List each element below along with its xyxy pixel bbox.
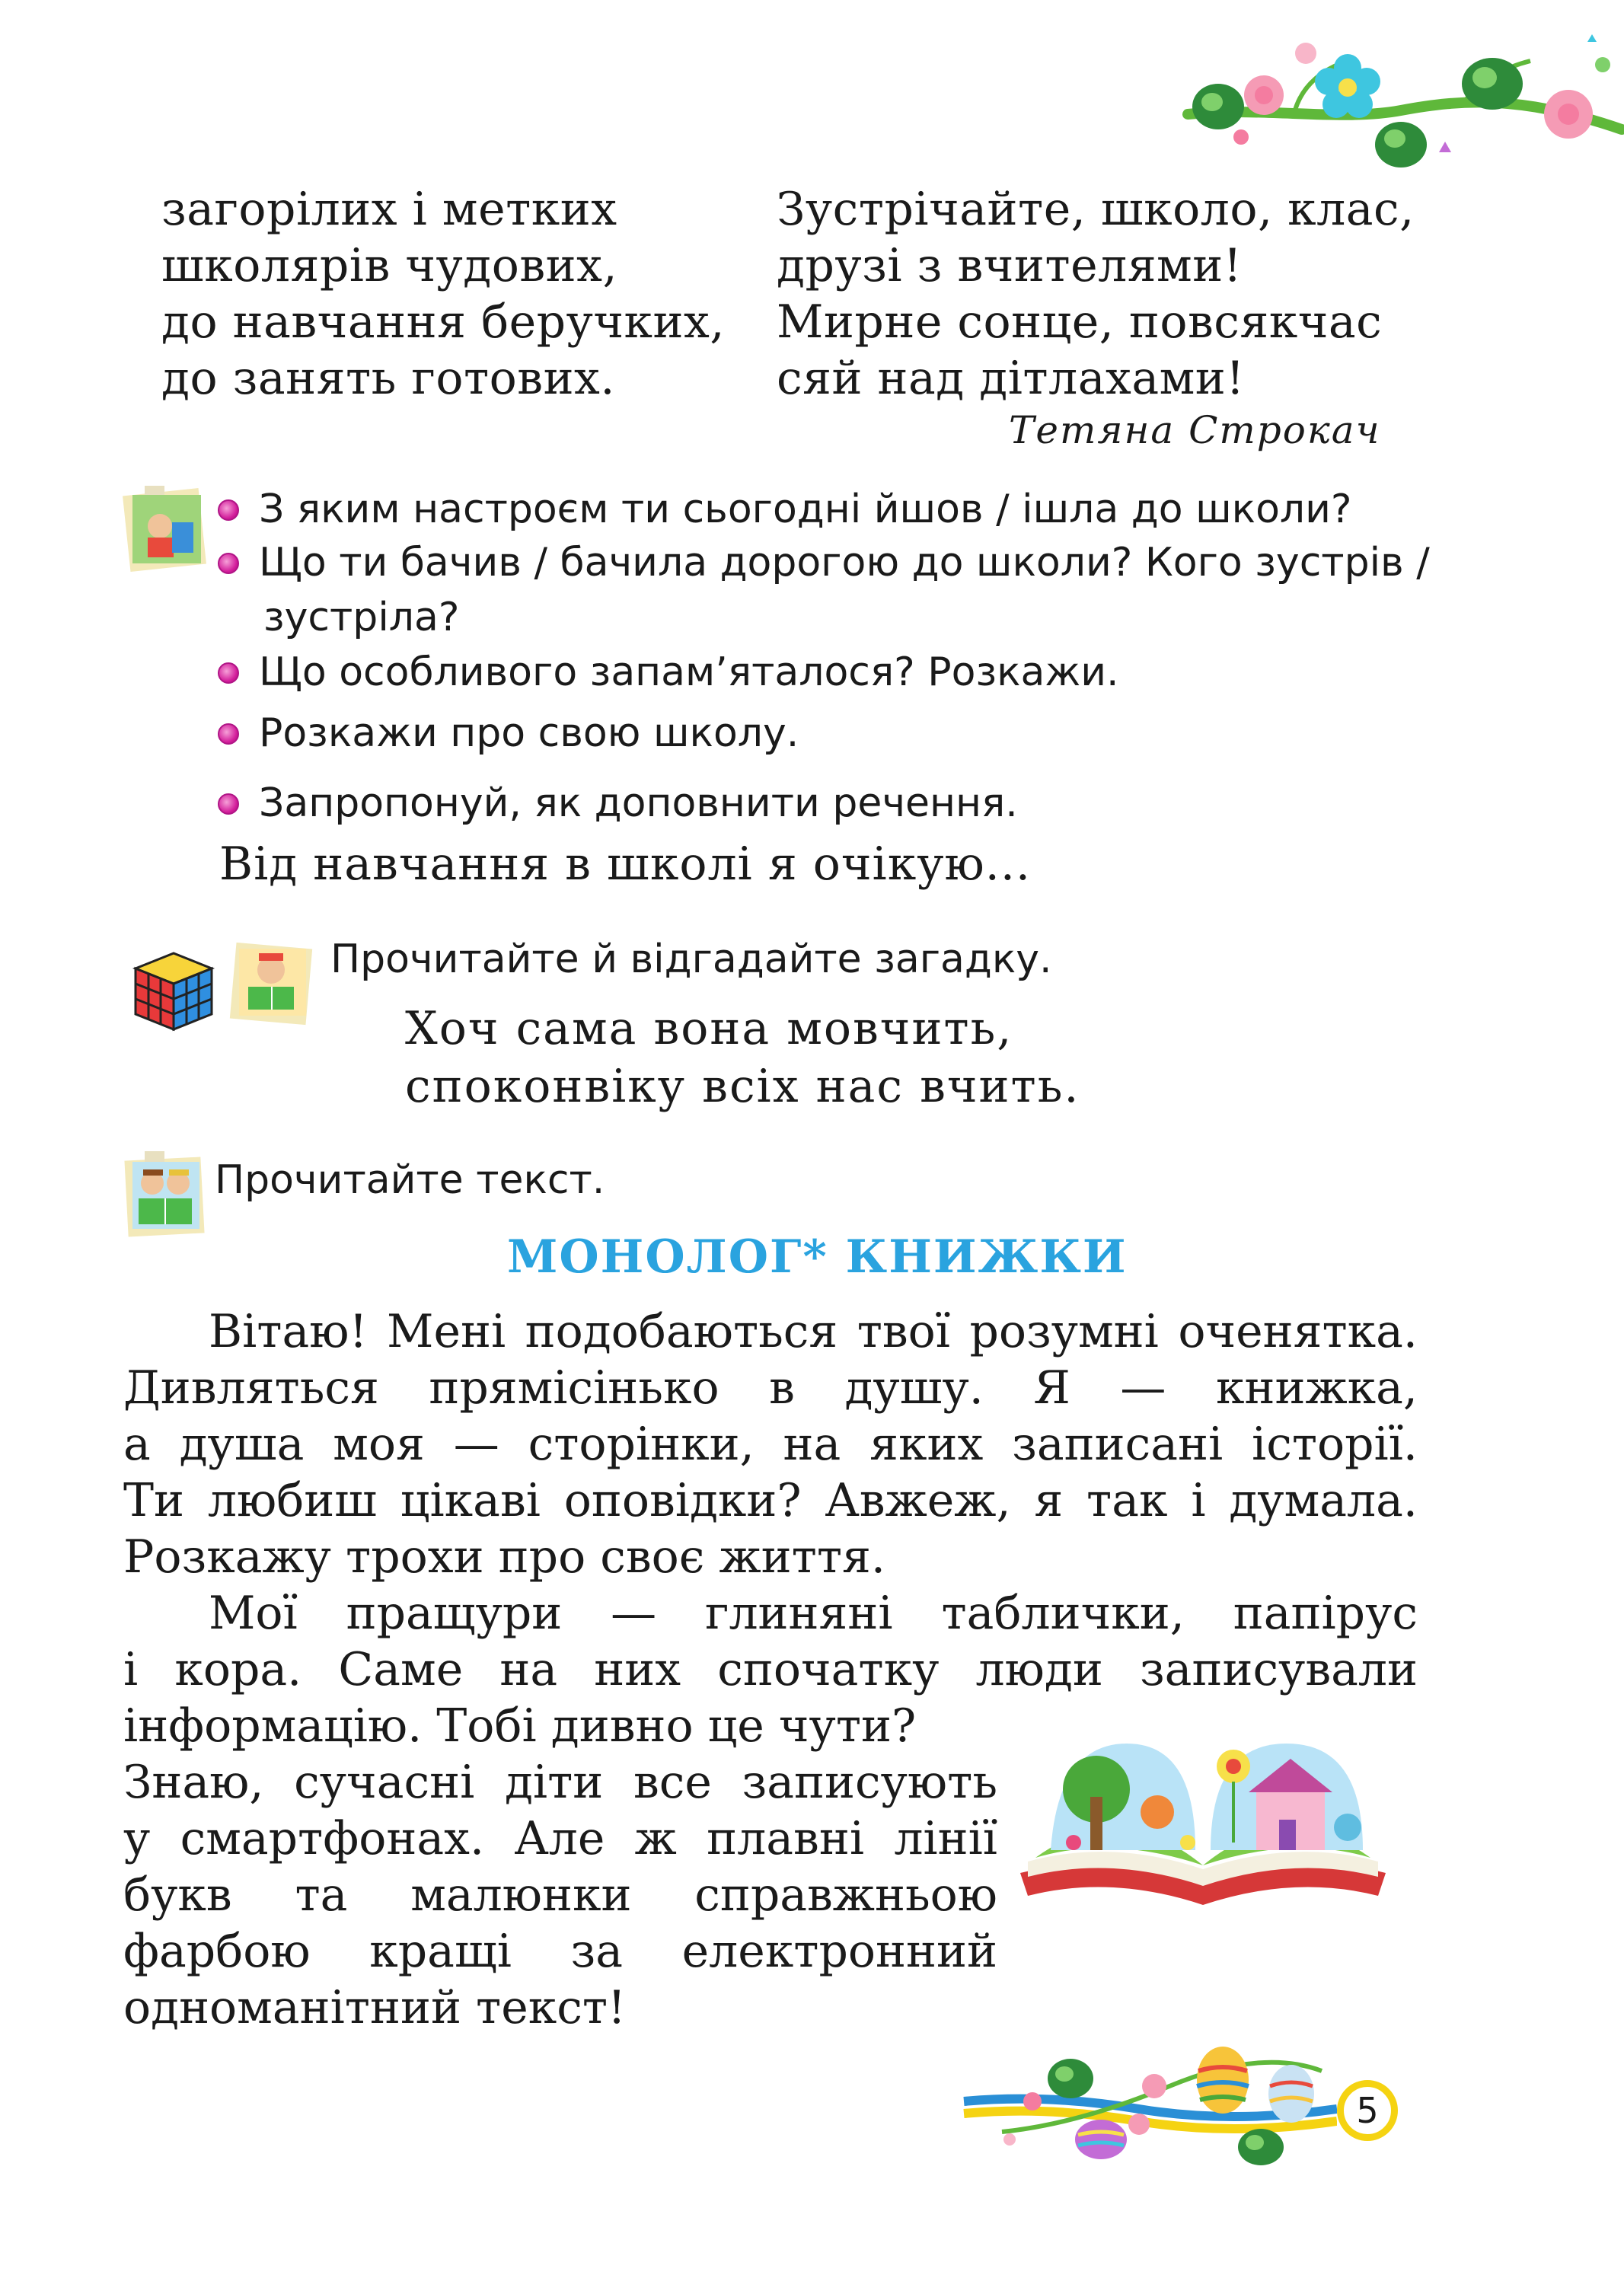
text-line: Дивляться прямісінько в душу. Я — книжка,	[123, 1361, 1418, 1415]
text-line: і кора. Саме на них спочатку люди записували	[123, 1643, 1418, 1696]
open-book-illustration	[1005, 1713, 1401, 1919]
riddle-line: споконвіку всіх нас вчить.	[405, 1060, 1080, 1113]
text-line: інформацію. Тобі дивно це чути?	[123, 1699, 917, 1753]
text-line: Ти любиш цікаві оповідки? Авжеж, я так і думала.	[123, 1474, 1418, 1527]
text-line: букв та малюнки справжньою	[123, 1868, 997, 1922]
reading-task: Прочитайте текст.	[215, 1157, 605, 1203]
reading-kids-icon	[122, 1150, 207, 1241]
text-title: МОНОЛОГ* КНИЖКИ	[507, 1230, 1128, 1284]
riddle-line: Хоч сама вона мовчить,	[405, 1002, 1013, 1055]
poem-line: друзі з вчителями!	[777, 239, 1243, 292]
bullet-icon	[218, 723, 239, 745]
bullet-icon	[218, 499, 239, 521]
question-text: З яким настроєм ти сьогодні йшов / ішла до школи?	[259, 487, 1352, 532]
bullet-icon	[218, 662, 239, 684]
question-text-continuation: зустріла?	[263, 595, 460, 640]
poem-line: до занять готових.	[161, 352, 615, 405]
text-line: фарбою кращі за електронний	[123, 1925, 997, 1978]
question-text: Що ти бачив / бачила дорогою до школи? Кого зустрів /	[259, 540, 1430, 585]
poem-line: Зустрічайте, школо, клас,	[777, 183, 1415, 236]
text-line: Знаю, сучасні діти все записують	[123, 1756, 997, 1809]
easter-decoration-bottom	[956, 2040, 1337, 2170]
rubiks-cube-icon	[120, 938, 219, 1037]
text-line: Розкажу трохи про своє життя.	[123, 1530, 885, 1584]
text-line: а душа моя — сторінки, на яких записані історії.	[123, 1418, 1418, 1471]
question-text: Запропонуй, як доповнити речення.	[259, 780, 1018, 826]
question-text: Розкажи про свою школу.	[259, 710, 799, 756]
bullet-icon	[218, 793, 239, 815]
reading-child-icon	[228, 938, 314, 1028]
discussion-icon	[122, 484, 207, 574]
poem-line: Мирне сонце, повсякчас	[777, 295, 1383, 349]
poem-line: школярів чудових,	[161, 239, 618, 292]
poem-author: Тетяна Строкач	[1009, 408, 1381, 452]
question-text: Що особливого запам’яталося? Розкажи.	[259, 649, 1119, 695]
riddle-task: Прочитайте й відгадайте загадку.	[330, 936, 1052, 982]
text-line: Вітаю! Мені подобаються твої розумні оченятка.	[209, 1305, 1418, 1358]
poem-line: загорілих і метких	[161, 183, 617, 236]
sentence-to-complete: Від навчання в школі я очікую...	[219, 838, 1031, 891]
poem-line: сяй над дітлахами!	[777, 352, 1245, 405]
page-number: 5	[1337, 2080, 1398, 2141]
poem-line: до навчання беручких,	[161, 295, 725, 349]
text-line: у смартфонах. Але ж плавні лінії	[123, 1812, 997, 1865]
floral-decoration-top	[1173, 23, 1624, 175]
bullet-icon	[218, 553, 239, 574]
text-line: одноманітний текст!	[123, 1981, 627, 2034]
text-line: Мої пращури — глиняні таблички, папірус	[209, 1587, 1418, 1640]
